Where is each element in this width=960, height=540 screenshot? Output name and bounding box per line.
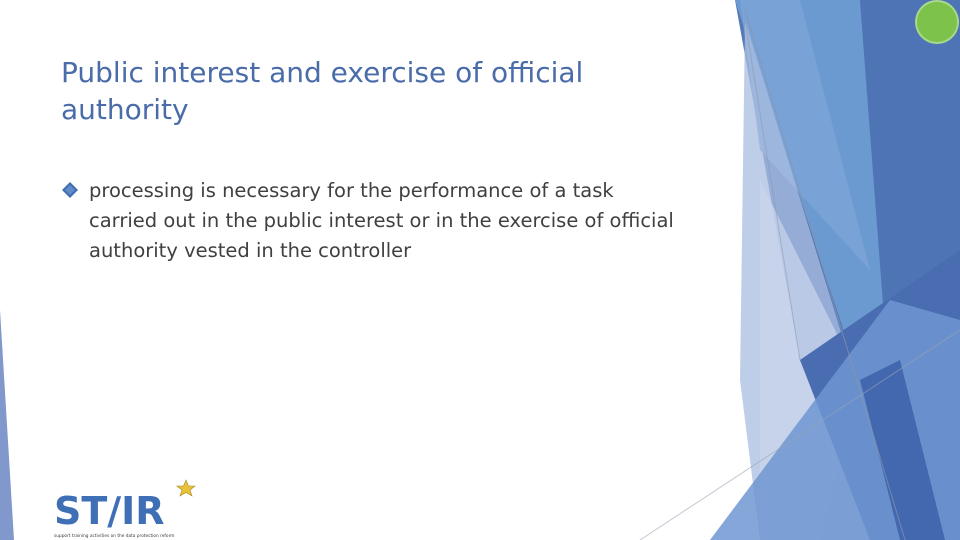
- logo-wordmark: ST∕IR: [54, 489, 165, 533]
- logo-tagline: support training activities on the data protection reform: [54, 534, 175, 539]
- slide-title: Public interest and exercise of official authority: [61, 56, 584, 126]
- green-circle-icon: [917, 2, 957, 42]
- bullet-text: processing is necessary for the performance of a task carried out in the public interest or in the exercise of official authority vested in the controller: [89, 179, 674, 262]
- diamond-bullet-icon: [62, 182, 78, 198]
- bullet-item: [62, 176, 682, 266]
- bullet-list: [62, 176, 682, 266]
- stair-logo: [52, 476, 202, 540]
- star-icon: [177, 480, 195, 496]
